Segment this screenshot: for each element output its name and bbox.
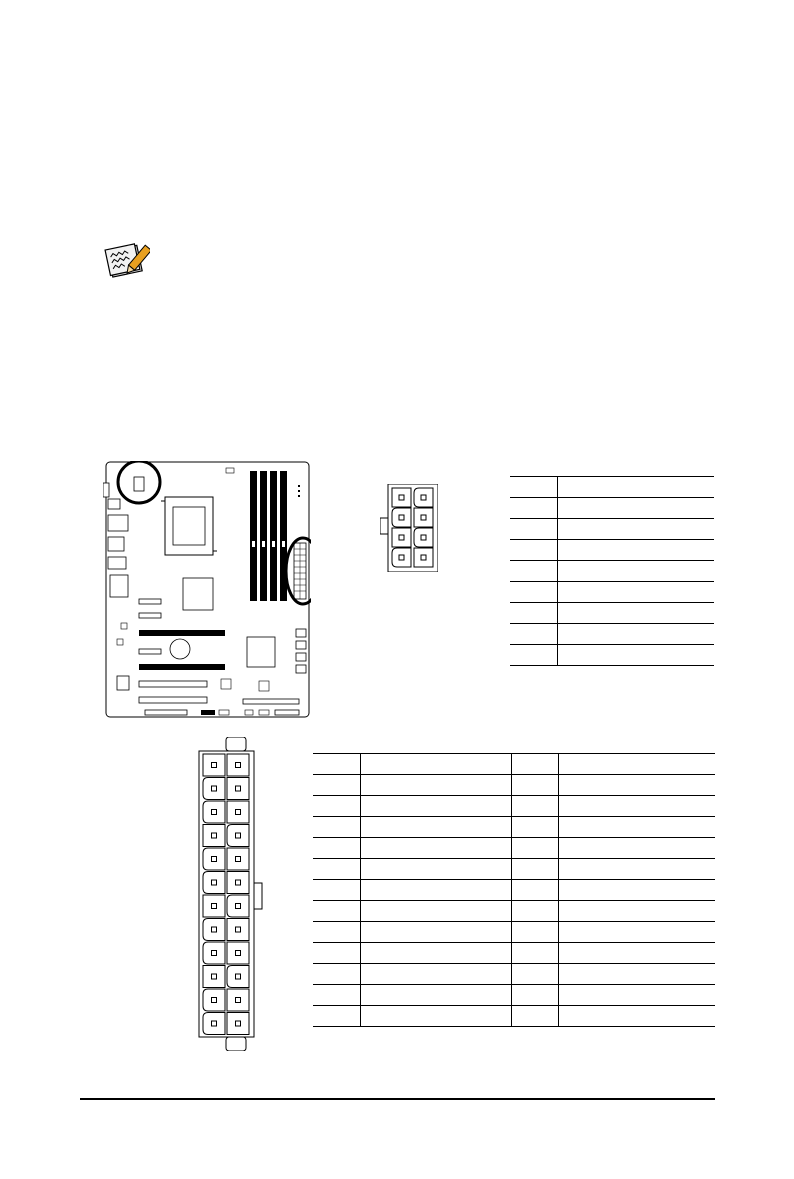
table-cell [510,519,558,540]
table-row [313,796,715,817]
table-row [313,880,715,901]
table-row [510,498,714,519]
table-cell [511,817,559,838]
pin-contact [212,951,217,956]
pin-contact [212,857,217,862]
pin-contact [212,974,217,979]
pin-contact [421,495,426,500]
pin-contact [236,951,241,956]
pin-contact [236,810,241,815]
table-cell [559,964,715,985]
pin-contact [212,810,217,815]
table-cell [360,880,511,901]
pin-contact [236,833,241,838]
table-row [510,519,714,540]
table-cell [559,1006,715,1027]
table-cell [313,943,360,964]
pin-contact [212,833,217,838]
table-cell [510,603,558,624]
pin-contact [236,857,241,862]
pin-contact [236,904,241,909]
table-cell [360,1006,511,1027]
table-row [313,964,715,985]
pin-contact [236,974,241,979]
table-row [510,582,714,603]
table-row [510,561,714,582]
table-cell [558,477,715,498]
table-cell [559,943,715,964]
table-cell [313,880,360,901]
table-cell [360,754,511,775]
pinout-table-8pin [510,476,714,666]
table-cell [313,838,360,859]
table-cell [559,859,715,880]
pin-contact [236,998,241,1003]
table-row [510,540,714,561]
table-cell [559,985,715,1006]
table-row [313,859,715,880]
pin-contact [212,786,217,791]
pin-contact [236,880,241,885]
pin-contact [421,555,426,560]
table-cell [558,624,715,645]
table-cell [313,754,360,775]
table-cell [558,540,715,561]
table-cell [313,796,360,817]
table-cell [511,880,559,901]
pin-contact [212,927,217,932]
table-cell [510,582,558,603]
pin-contact [421,515,426,520]
table-cell [559,922,715,943]
table-cell [510,645,558,666]
pin-contact [421,535,426,540]
table-row [313,985,715,1006]
pin-contact [212,998,217,1003]
table-cell [510,540,558,561]
pin-contact [236,927,241,932]
table-cell [510,624,558,645]
table-cell [313,922,360,943]
table-row [510,645,714,666]
table-row [313,754,715,775]
table-cell [558,519,715,540]
atx-24pin-connector-diagram [196,737,266,1051]
pin-contact [212,763,217,768]
table-row [313,943,715,964]
table-cell [558,561,715,582]
table-row [313,817,715,838]
table-cell [360,796,511,817]
table-cell [313,1006,360,1027]
pin-contact [212,904,217,909]
table-cell [360,859,511,880]
table-cell [510,477,558,498]
table-cell [313,901,360,922]
footer-rule [80,1098,715,1100]
table-cell [558,498,715,519]
table-cell [558,582,715,603]
table-cell [511,859,559,880]
table-cell [313,817,360,838]
table-cell [559,838,715,859]
table-row [313,775,715,796]
table-cell [360,943,511,964]
table-cell [511,838,559,859]
pin-contact [236,786,241,791]
table-cell [360,901,511,922]
table-cell [511,754,559,775]
table-cell [511,1006,559,1027]
pin-contact [399,555,404,560]
table-cell [360,817,511,838]
table-cell [559,817,715,838]
pin-contact [236,1021,241,1026]
table-cell [511,985,559,1006]
pin-contact [399,495,404,500]
table-cell [313,859,360,880]
table-cell [313,985,360,1006]
table-cell [511,796,559,817]
table-row [510,624,714,645]
table-cell [511,964,559,985]
pin-contact [236,763,241,768]
table-row [313,1006,715,1027]
table-cell [313,775,360,796]
table-cell [360,775,511,796]
table-row [313,901,715,922]
table-cell [511,775,559,796]
pin-contact [212,880,217,885]
table-cell [360,964,511,985]
pin-contact [399,515,404,520]
table-cell [360,838,511,859]
table-row [510,477,714,498]
table-cell [558,603,715,624]
table-row [313,922,715,943]
table-cell [511,901,559,922]
table-cell [510,561,558,582]
table-cell [559,901,715,922]
table-cell [511,943,559,964]
table-cell [559,796,715,817]
motherboard-layout-diagram [103,461,311,719]
table-cell [558,645,715,666]
note-pencil-icon [104,240,150,280]
table-cell [313,964,360,985]
table-cell [559,775,715,796]
table-cell [510,498,558,519]
pin-contact [399,535,404,540]
pinout-table-24pin [313,753,715,1027]
table-cell [559,880,715,901]
table-cell [511,922,559,943]
table-cell [360,922,511,943]
atx-12v-8pin-connector-diagram [380,484,438,572]
table-row [313,838,715,859]
pin-contact [212,1021,217,1026]
table-cell [360,985,511,1006]
table-cell [559,754,715,775]
table-row [510,603,714,624]
